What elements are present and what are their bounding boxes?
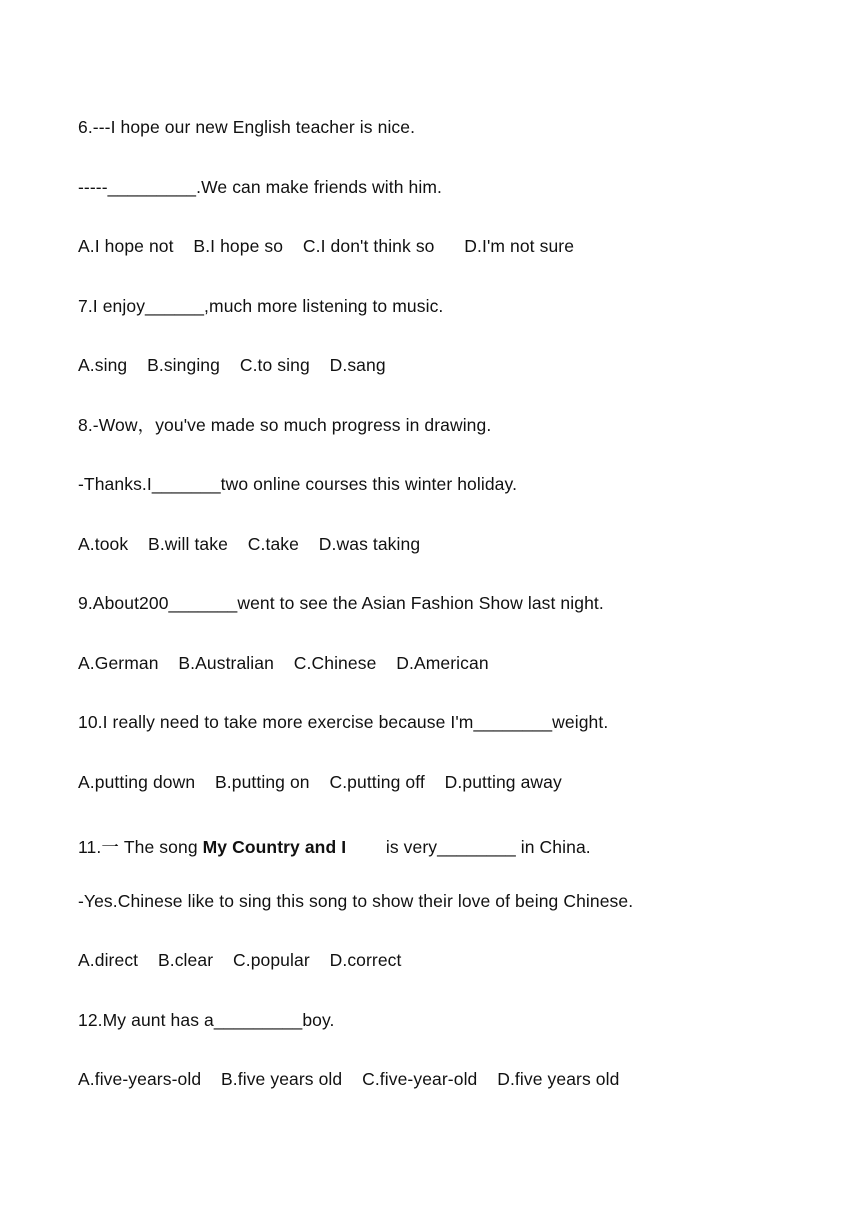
question-6-options: A.I hope not B.I hope so C.I don't think so D.I'm not sure [78,236,575,256]
song-title: My Country and I [202,837,347,857]
question-12-text: 12.My aunt has a_________boy. [78,1010,335,1030]
question-9-options: A.German B.Australian C.Chinese D.American [78,653,489,673]
question-7-options: A.sing B.singing C.to sing D.sang [78,355,386,375]
question-8-text: 8.-Wow，you've made so much progress in drawing. [78,415,492,435]
question-6-response: -----_________.We can make friends with him. [78,177,442,197]
question-11-suffix: is very________ in China. [346,837,591,857]
question-10-options: A.putting down B.putting on C.putting off D.putting away [78,772,562,792]
question-9-text: 9.About200_______went to see the Asian Fashion Show last night. [78,593,604,613]
question-11-response: -Yes.Chinese like to sing this song to show their love of being Chinese. [78,891,634,911]
question-11-options: A.direct B.clear C.popular D.correct [78,950,402,970]
question-11-prefix: 11.一 The song [78,837,203,857]
question-8-response: -Thanks.I_______two online courses this winter holiday. [78,474,518,494]
question-8-options: A.took B.will take C.take D.was taking [78,534,421,554]
question-10-text: 10.I really need to take more exercise because I'm________weight. [78,712,609,732]
question-11-text [78,836,591,858]
question-12-options: A.five-years-old B.five years old C.five-year-old D.five years old [78,1069,620,1089]
question-7-text: 7.I enjoy______,much more listening to music. [78,296,444,316]
question-6-text: 6.---I hope our new English teacher is nice. [78,117,416,137]
